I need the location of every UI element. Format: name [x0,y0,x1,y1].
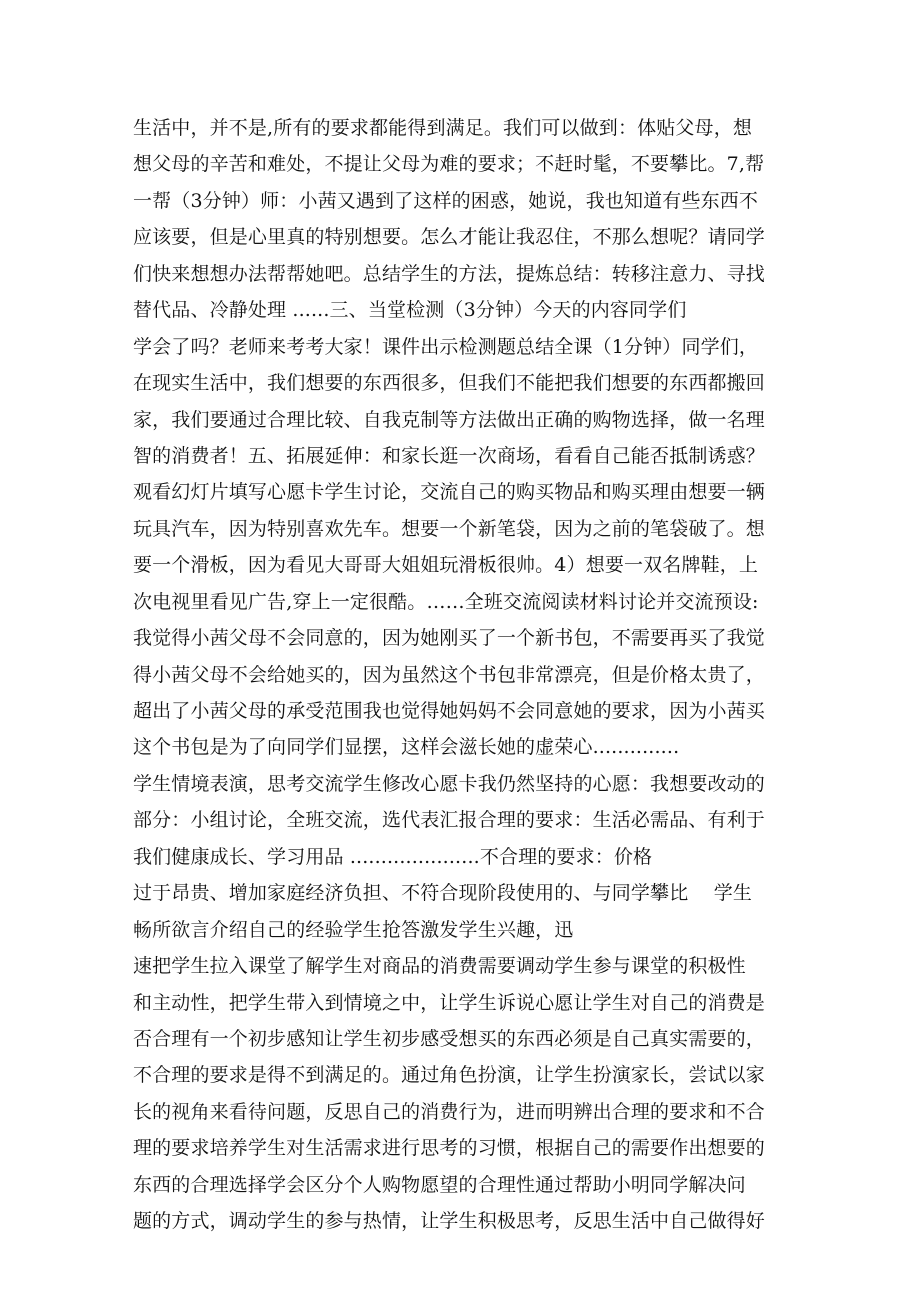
text-line: 我们健康成长、学习用品 .....................不合理的要求：价格 [133,845,653,868]
text-line: 否合理有一个初步感知让学生初步感受想买的东西必须是自己真实需要的， [133,1027,765,1050]
text-line: 要一个滑板，因为看见大哥哥大姐姐玩滑板很帅。4）想要一双名牌鞋，上 [133,554,759,577]
text-line: 我觉得小茜父母不会同意的，因为她刚买了一个新书包，不需要再买了我觉 [133,627,765,650]
text-line: 替代品、冷静处理 ......三、当堂检测（3分钟）今天的内容同学们 [133,299,687,322]
text-line: 不合理的要求是得不到满足的。通过角色扮演，让学生扮演家长，尝试以家 [133,1064,765,1087]
text-line: 这个书包是为了向同学们显摆，这样会滋长她的虚荣心.............. [133,736,680,759]
text-line: 次电视里看见广告,穿上一定很酷。……全班交流阅读材料讨论并交流预设: [133,590,759,613]
text-line: 家，我们要通过合理比较、自我克制等方法做出正确的购物选择，做一名理 [133,408,765,431]
text-line: 想父母的辛苦和难处，不提让父母为难的要求；不赶时髦，不要攀比。7,帮 [133,153,765,176]
text-line: 在现实生活中，我们想要的东西很多，但我们不能把我们想要的东西都搬回 [133,372,765,395]
text-line: 速把学生拉入课堂了解学生对商品的消费需要调动学生参与课堂的积极性 [133,955,746,978]
text-line: 畅所欲言介绍自己的经验学生抢答激发学生兴趣，迅 [133,918,574,941]
body-text [133,110,803,1240]
text-line: 生活中，并不是,所有的要求都能得到满足。我们可以做到：体贴父母，想 [133,117,752,139]
text-line: 过于昂贵、增加家庭经济负担、不符合现阶段使用的、与同学攀比 学生 [133,882,752,905]
text-line: 观看幻灯片填写心愿卡学生讨论，交流自己的购买物品和购买理由想要一辆 [133,481,765,504]
text-line: 部分：小组讨论，全班交流，选代表汇报合理的要求：生活必需品、有利于 [133,809,765,832]
text-line: 学生情境表演，思考交流学生修改心愿卡我仍然坚持的心愿：我想要改动的 [133,772,765,795]
text-line: 们快来想想办法帮帮她吧。总结学生的方法，提炼总结：转移注意力、寻找 [133,262,765,285]
text-line: 智的消费者！五、拓展延伸：和家长逛一次商场，看看自己能否抵制诱惑？ [133,444,765,467]
text-line: 长的视角来看待问题，反思自己的消费行为，进而明辨出合理的要求和不合 [133,1100,765,1123]
text-line: 应该要，但是心里真的特别想要。怎么才能让我忍住，不那么想呢？请同学 [133,226,765,249]
text-line: 题的方式，调动学生的参与热情，让学生积极思考，反思生活中自己做得好 [133,1210,765,1233]
text-line: 得小茜父母不会给她买的，因为虽然这个书包非常漂亮，但是价格太贵了， [133,663,765,686]
text-line: 超出了小茜父母的承受范围我也觉得她妈妈不会同意她的要求，因为小茜买 [133,700,765,722]
text-line: 和主动性，把学生带入到情境之中，让学生诉说心愿让学生对自己的消费是 [133,991,765,1014]
text-line: 学会了吗？老师来考考大家！课件出示检测题总结全课（1分钟）同学们， [133,335,759,358]
text-line: 东西的合理选择学会区分个人购物愿望的合理性通过帮助小明同学解决问 [133,1173,746,1196]
text-line: 理的要求培养学生对生活需求进行思考的习惯，根据自己的需要作出想要的 [133,1137,765,1160]
text-line: 一帮（3分钟）师：小茜又遇到了这样的困惑，她说，我也知道有些东西不 [133,189,759,212]
text-line: 玩具汽车，因为特别喜欢先车。想要一个新笔袋，因为之前的笔袋破了。想 [133,517,765,540]
